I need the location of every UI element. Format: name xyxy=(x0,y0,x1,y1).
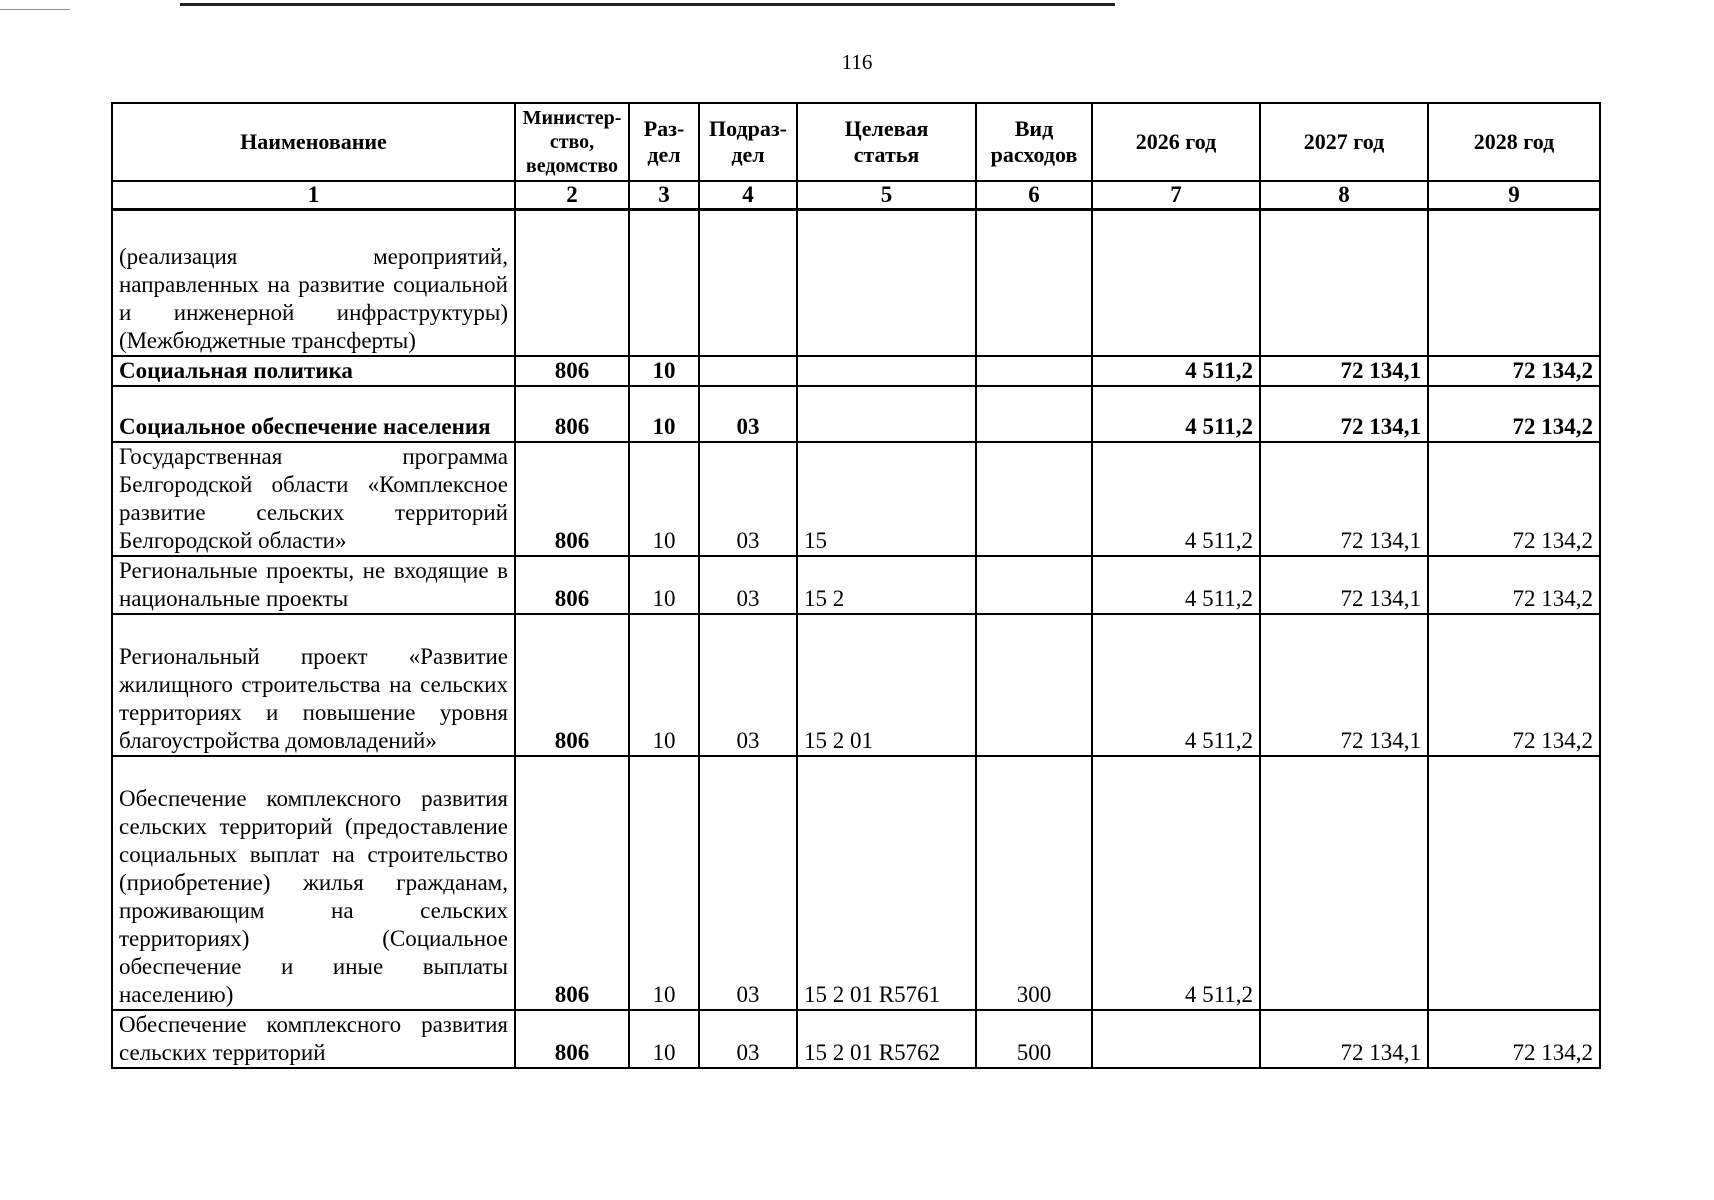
row-2027: 72 134,1 xyxy=(1260,356,1428,386)
row-2026: 4 511,2 xyxy=(1092,614,1260,756)
row-name: Социальная политика xyxy=(112,356,515,386)
row-2026: 4 511,2 xyxy=(1092,756,1260,1010)
row-2026: 4 511,2 xyxy=(1092,442,1260,556)
row-name: Региональный проект «Развитие жилищного строительства на сельских территориях и повышение уровня благоустройства домовладений» xyxy=(112,614,515,756)
page-number: 116 xyxy=(841,50,873,74)
column-number: 4 xyxy=(699,181,797,210)
row-ministry xyxy=(515,210,629,356)
row-target xyxy=(797,356,976,386)
row-2027: 72 134,1 xyxy=(1260,614,1428,756)
row-2026 xyxy=(1092,1010,1260,1068)
row-expense xyxy=(976,386,1092,442)
row-ministry: 806 xyxy=(515,1010,629,1068)
table-row xyxy=(112,442,1600,556)
header-section: Раз- дел xyxy=(629,103,699,181)
table-body xyxy=(112,181,1600,1068)
column-number: 6 xyxy=(976,181,1092,210)
row-ministry: 806 xyxy=(515,442,629,556)
row-ministry: 806 xyxy=(515,756,629,1010)
row-expense xyxy=(976,442,1092,556)
row-2027: 72 134,1 xyxy=(1260,386,1428,442)
header-2028: 2028 год xyxy=(1428,103,1600,181)
row-subsection xyxy=(699,210,797,356)
row-2027 xyxy=(1260,210,1428,356)
row-2028: 72 134,2 xyxy=(1428,356,1600,386)
header-ministry: Министер- ство, ведомство xyxy=(515,103,629,181)
row-subsection: 03 xyxy=(699,756,797,1010)
header-expense: Вид расходов xyxy=(976,103,1092,181)
header-2027: 2027 год xyxy=(1260,103,1428,181)
column-numbers-row xyxy=(112,181,1600,210)
row-2026: 4 511,2 xyxy=(1092,356,1260,386)
table-row xyxy=(112,386,1600,442)
row-2028: 72 134,2 xyxy=(1428,1010,1600,1068)
row-name: Государственная программа Белгородской области «Комплексное развитие сельских территорий Белгородской области» xyxy=(112,442,515,556)
row-section: 10 xyxy=(629,1010,699,1068)
table-header xyxy=(112,103,1600,181)
row-ministry: 806 xyxy=(515,356,629,386)
row-section: 10 xyxy=(629,442,699,556)
row-target xyxy=(797,210,976,356)
row-2026 xyxy=(1092,210,1260,356)
row-2028 xyxy=(1428,210,1600,356)
row-subsection: 03 xyxy=(699,556,797,614)
row-2028: 72 134,2 xyxy=(1428,556,1600,614)
row-ministry: 806 xyxy=(515,386,629,442)
row-subsection: 03 xyxy=(699,442,797,556)
column-number: 5 xyxy=(797,181,976,210)
table-row xyxy=(112,210,1600,356)
row-2026: 4 511,2 xyxy=(1092,556,1260,614)
column-number: 3 xyxy=(629,181,699,210)
column-number: 1 xyxy=(112,181,515,210)
row-target: 15 2 xyxy=(797,556,976,614)
column-number: 9 xyxy=(1428,181,1600,210)
row-expense: 300 xyxy=(976,756,1092,1010)
row-ministry: 806 xyxy=(515,614,629,756)
row-2028: 72 134,2 xyxy=(1428,386,1600,442)
row-target: 15 2 01 xyxy=(797,614,976,756)
scan-border-line xyxy=(180,3,1115,6)
row-target xyxy=(797,386,976,442)
row-2027: 72 134,1 xyxy=(1260,1010,1428,1068)
table-row xyxy=(112,614,1600,756)
row-section xyxy=(629,210,699,356)
table-row xyxy=(112,756,1600,1010)
row-expense xyxy=(976,210,1092,356)
row-2027 xyxy=(1260,756,1428,1010)
scan-border-line xyxy=(0,9,70,10)
table-row xyxy=(112,556,1600,614)
row-2026: 4 511,2 xyxy=(1092,386,1260,442)
row-name: Обеспечение комплексного развития сельских территорий (предоставление социальных выплат на строительство (приобретение) жилья гражданам, проживающим на сельских территориях) (Социальное обеспечение и иные выплаты населению) xyxy=(112,756,515,1010)
header-2026: 2026 год xyxy=(1092,103,1260,181)
row-expense xyxy=(976,614,1092,756)
table-row xyxy=(112,356,1600,386)
header-target: Целевая статья xyxy=(797,103,976,181)
budget-table xyxy=(111,102,1601,1069)
column-number: 8 xyxy=(1260,181,1428,210)
row-section: 10 xyxy=(629,386,699,442)
row-2028: 72 134,2 xyxy=(1428,614,1600,756)
row-subsection: 03 xyxy=(699,386,797,442)
row-target: 15 2 01 R5762 xyxy=(797,1010,976,1068)
row-expense xyxy=(976,356,1092,386)
row-target: 15 2 01 R5761 xyxy=(797,756,976,1010)
row-section: 10 xyxy=(629,756,699,1010)
row-name: Региональные проекты, не входящие в национальные проекты xyxy=(112,556,515,614)
header-name: Наименование xyxy=(112,103,515,181)
row-2027: 72 134,1 xyxy=(1260,442,1428,556)
row-ministry: 806 xyxy=(515,556,629,614)
row-2028: 72 134,2 xyxy=(1428,442,1600,556)
row-2028 xyxy=(1428,756,1600,1010)
row-name: (реализация мероприятий, направленных на развитие социальной и инженерной инфраструктуры) (Межбюджетные трансферты) xyxy=(112,210,515,356)
column-number: 2 xyxy=(515,181,629,210)
header-subsection: Подраз- дел xyxy=(699,103,797,181)
row-subsection: 03 xyxy=(699,614,797,756)
table-row xyxy=(112,1010,1600,1068)
row-expense xyxy=(976,556,1092,614)
row-section: 10 xyxy=(629,614,699,756)
row-name: Социальное обеспечение населения xyxy=(112,386,515,442)
column-number: 7 xyxy=(1092,181,1260,210)
header-row xyxy=(112,103,1600,181)
row-section: 10 xyxy=(629,356,699,386)
row-name: Обеспечение комплексного развития сельских территорий xyxy=(112,1010,515,1068)
row-section: 10 xyxy=(629,556,699,614)
row-expense: 500 xyxy=(976,1010,1092,1068)
row-2027: 72 134,1 xyxy=(1260,556,1428,614)
row-subsection xyxy=(699,356,797,386)
row-target: 15 xyxy=(797,442,976,556)
row-subsection: 03 xyxy=(699,1010,797,1068)
